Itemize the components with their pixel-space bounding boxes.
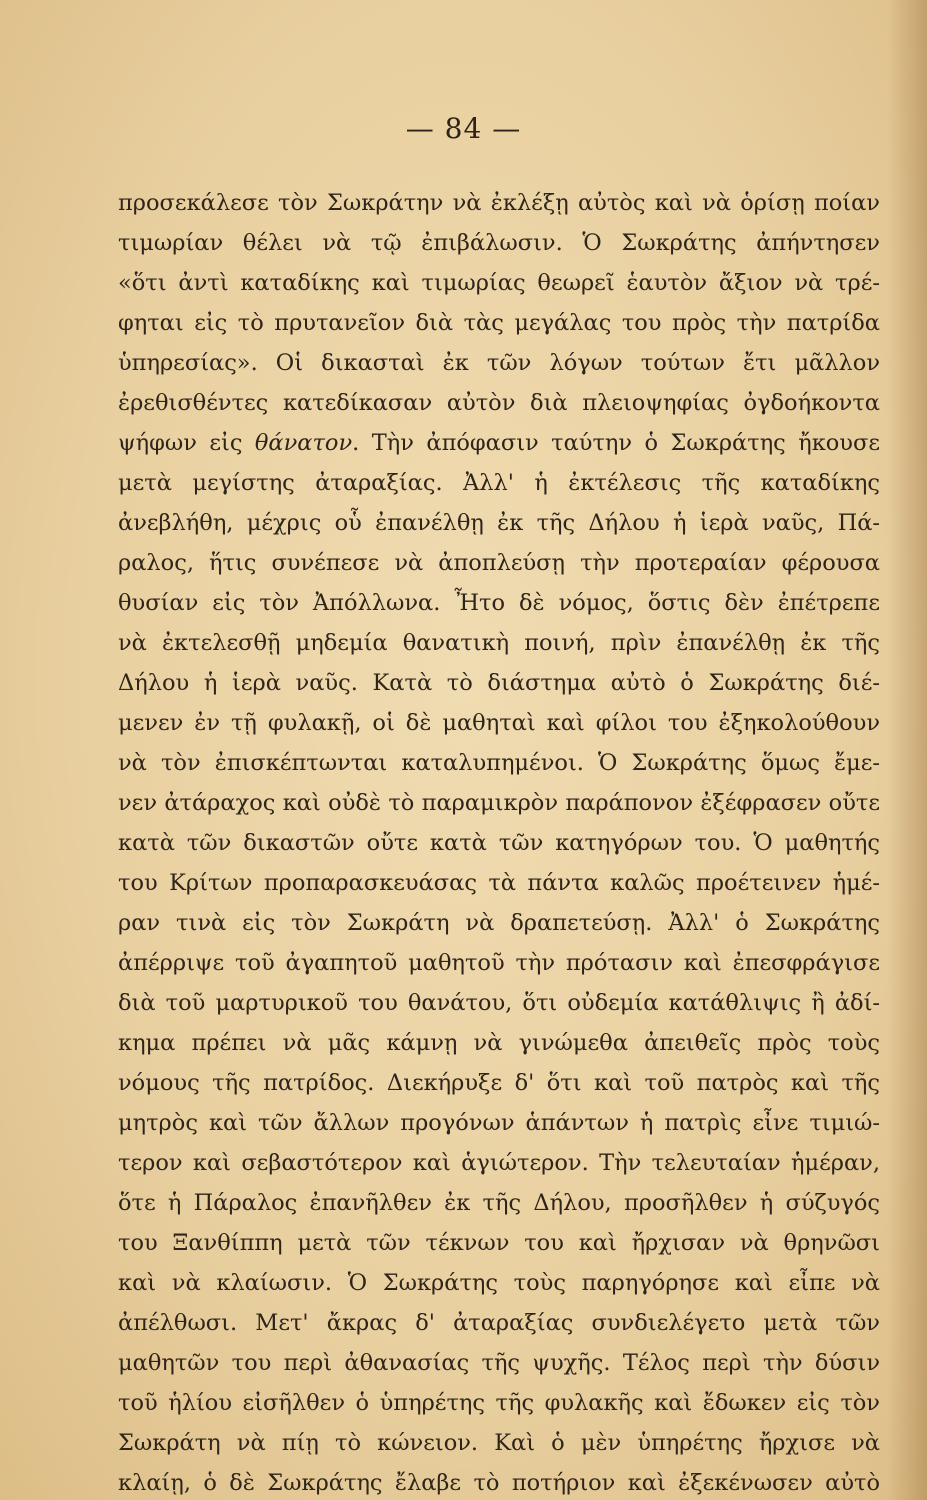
text-line-32: Σωκράτη νὰ πίῃ τὸ κώνειον. Καὶ ὁ μὲν ὑπηρέτης ἤρχισε νὰ [118,1430,880,1456]
text-line-19: ραν τινὰ εἰς τὸν Σωκράτη νὰ δραπετεύσῃ. Ἀλλ' ὁ Σωκράτης [118,910,880,936]
text-line-27: του Ξανθίππη μετὰ τῶν τέκνων του καὶ ἤρχισαν νὰ θρηνῶσι [118,1230,880,1256]
text-line-20: ἀπέρριψε τοῦ ἀγαπητοῦ μαθητοῦ τὴν πρότασιν καὶ ἐπεσφράγισε [118,950,880,976]
text-line-26: ὅτε ἡ Πάραλος ἐπανῆλθεν ἐκ τῆς Δήλου, προσῆλθεν ἡ σύζυγός [118,1190,880,1216]
italic-word: θάνατον [254,430,353,456]
text-line-18: του Κρίτων προπαρασκευάσας τὰ πάντα καλῶς προέτεινεν ἡμέ- [118,870,880,896]
text-line-7: ψήφων εἰς θάνατον. Τὴν ἀπόφασιν ταύτην ὁ Σωκράτης ἤκουσε [118,430,880,456]
text-line-21: διὰ τοῦ μαρτυρικοῦ του θανάτου, ὅτι οὐδεμία κατάθλιψις ἢ ἀδί- [118,990,880,1016]
text-line-16: νεν ἀτάραχος καὶ οὐδὲ τὸ παραμικρὸν παράπονον ἐξέφρασεν οὔτε [118,790,880,816]
text-line-33: κλαίῃ, ὁ δὲ Σωκράτης ἔλαβε τὸ ποτήριον καὶ ἐξεκένωσεν αὐτὸ [118,1470,880,1496]
text-line-29: ἀπέλθωσι. Μετ' ἄκρας δ' ἀταραξίας συνδιελέγετο μετὰ τῶν [118,1310,880,1336]
text-line-4: φηται εἰς τὸ πρυτανεῖον διὰ τὰς μεγάλας του πρὸς τὴν πατρίδα [118,310,880,336]
text-line-28: καὶ νὰ κλαίωσιν. Ὁ Σωκράτης τοὺς παρηγόρησε καὶ εἶπε νὰ [118,1270,880,1296]
text-line-8: μετὰ μεγίστης ἀταραξίας. Ἀλλ' ἡ ἐκτέλεσις τῆς καταδίκης [118,470,880,496]
text-line-2: τιμωρίαν θέλει νὰ τῷ ἐπιβάλωσιν. Ὁ Σωκράτης ἀπήντησεν [118,230,880,256]
text-line-6: ἐρεθισθέντες κατεδίκασαν αὐτὸν διὰ πλειοψηφίας ὀγδοήκοντα [118,390,880,416]
text-line-11: θυσίαν εἰς τὸν Ἀπόλλωνα. Ἦτο δὲ νόμος, ὅστις δὲν ἐπέτρεπε [118,590,880,616]
text-line-24: μητρὸς καὶ τῶν ἄλλων προγόνων ἁπάντων ἡ πατρὶς εἶνε τιμιώ- [118,1110,880,1136]
text-line-25: τερον καὶ σεβαστότερον καὶ ἁγιώτερον. Τὴν τελευταίαν ἡμέραν, [118,1150,880,1176]
text-line-30: μαθητῶν του περὶ ἀθανασίας τῆς ψυχῆς. Τέλος περὶ τὴν δύσιν [118,1350,880,1376]
text-line-10: ραλος, ἥτις συνέπεσε νὰ ἀποπλεύσῃ τὴν προτεραίαν φέρουσα [118,550,880,576]
text-line-9: ἀνεβλήθη, μέχρις οὗ ἐπανέλθῃ ἐκ τῆς Δήλου ἡ ἱερὰ ναῦς, Πά- [118,510,880,536]
body-text [118,183,880,1500]
text-line-1: προσεκάλεσε τὸν Σωκράτην νὰ ἐκλέξῃ αὐτὸς καὶ νὰ ὁρίσῃ ποίαν [118,190,880,216]
text-line-5: ὑπηρεσίας». Οἱ δικασταὶ ἐκ τῶν λόγων τούτων ἔτι μᾶλλον [118,350,880,376]
page-number: — 84 — [405,112,522,145]
text-line-13: Δήλου ἡ ἱερὰ ναῦς. Κατὰ τὸ διάστημα αὐτὸ ὁ Σωκράτης διέ- [118,670,880,696]
text-line-23: νόμους τῆς πατρίδος. Διεκήρυξε δ' ὅτι καὶ τοῦ πατρὸς καὶ τῆς [118,1070,880,1096]
text-line-22: κημα πρέπει νὰ μᾶς κάμνῃ νὰ γινώμεθα ἀπειθεῖς πρὸς τοὺς [118,1030,880,1056]
text-line-15: νὰ τὸν ἐπισκέπτωνται καταλυπημένοι. Ὁ Σωκράτης ὅμως ἔμε- [118,750,880,776]
text-line-3: «ὅτι ἀντὶ καταδίκης καὶ τιμωρίας θεωρεῖ ἑαυτὸν ἄξιον νὰ τρέ- [118,270,880,296]
text-line-31: τοῦ ἡλίου εἰσῆλθεν ὁ ὑπηρέτης τῆς φυλακῆς καὶ ἔδωκεν εἰς τὸν [118,1390,880,1416]
text-line-17: κατὰ τῶν δικαστῶν οὔτε κατὰ τῶν κατηγόρων του. Ὁ μαθητής [118,830,880,856]
text-line-14: μενεν ἐν τῇ φυλακῇ, οἱ δὲ μαθηταὶ καὶ φίλοι του ἐξηκολούθουν [118,710,880,736]
page-edge-shadow [887,0,927,1500]
text-line-12: νὰ ἐκτελεσθῇ μηδεμία θανατικὴ ποινή, πρὶν ἐπανέλθῃ ἐκ τῆς [118,630,880,656]
